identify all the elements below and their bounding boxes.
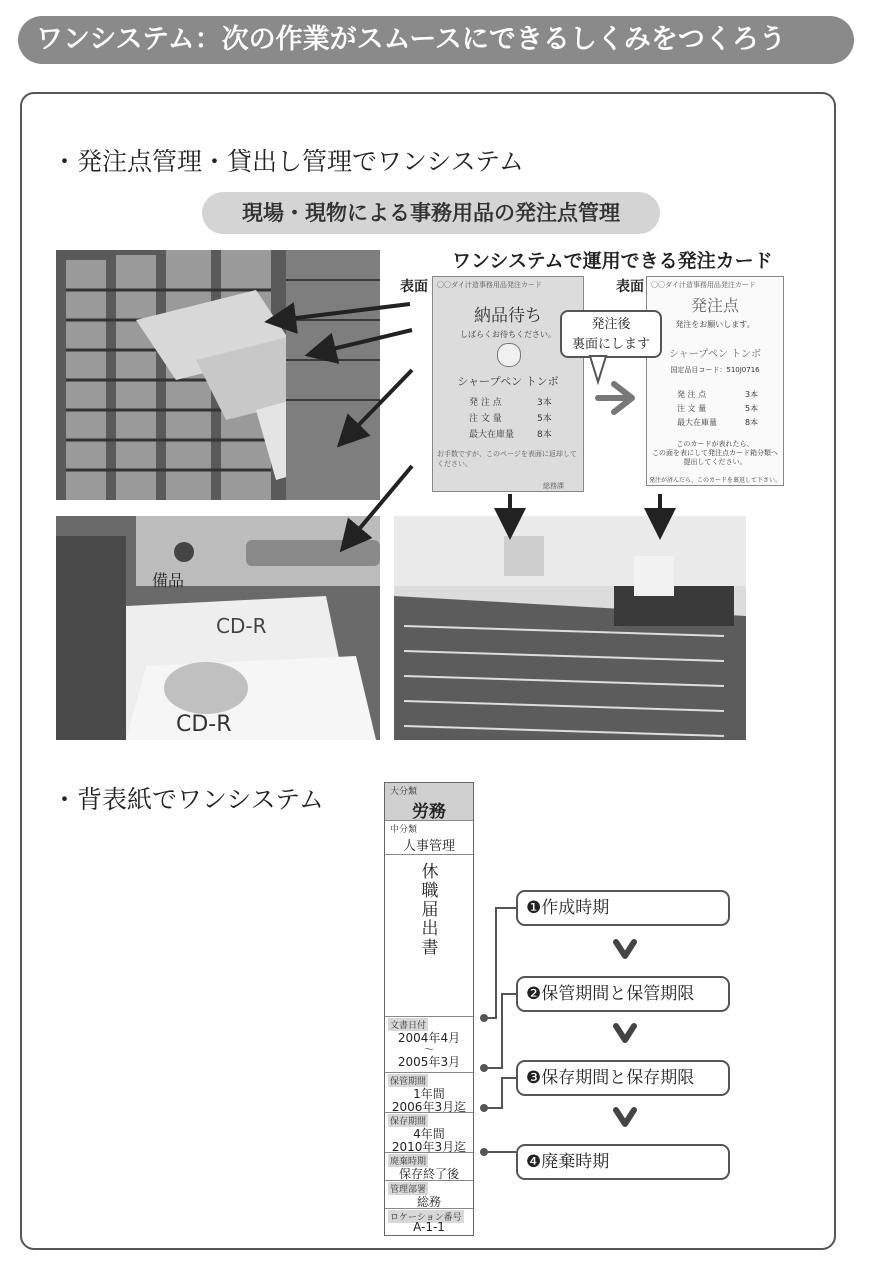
spine-title-text: 休職届出書 — [421, 862, 439, 958]
card-front-row-3-label: 最大在庫量 — [469, 430, 515, 440]
order-card-title: ワンシステムで運用できる発注カード — [452, 250, 773, 272]
spine-major-label: 大分類 — [390, 787, 418, 797]
card-front-note: お手数ですが、このページを表面に返却してください。 — [437, 450, 577, 468]
cd-r-text-2: CD-R — [176, 712, 232, 737]
card-back-row-3-label: 最大在庫量 — [677, 418, 717, 427]
card-back-code: 国定品目コード：510J0716 — [670, 366, 760, 374]
subtitle-pill: 現場・現物による事務用品の発注点管理 — [202, 192, 660, 234]
spine-date-from: 2004年4月 — [397, 1031, 461, 1045]
cd-label-text: 備品 — [152, 571, 185, 590]
front-label: 表面 — [400, 279, 428, 295]
card-front-row-1-label: 発 注 点 — [469, 398, 502, 408]
spine-location-label: ロケーション番号 — [388, 1210, 464, 1223]
spine-major-value: 労務 — [412, 802, 446, 822]
down-arrow-icon — [610, 934, 640, 964]
down-arrow-icon — [610, 1102, 640, 1132]
step-3: ❸保存期間と保存期限 — [516, 1060, 730, 1096]
card-back-note-3: 提出してください。 — [683, 458, 747, 466]
card-back-item: シャープペン トンボ — [668, 349, 762, 360]
spine-disposal-label: 廃棄時期 — [388, 1154, 428, 1167]
spine-date-tilde: 〜 — [424, 1045, 434, 1056]
spine-keep-label: 保管期間 — [388, 1074, 428, 1087]
step-2: ❷保管期間と保管期限 — [516, 976, 730, 1012]
speech-line-2: 裏面にします — [571, 337, 650, 352]
spine-dept-label: 管理部署 — [388, 1182, 428, 1195]
card-back-header: 〇〇ダイ汁造事務用品発注カード — [651, 281, 756, 289]
spine-store-until: 2010年3月迄 — [391, 1140, 467, 1154]
card-back-row-1-value: 3本 — [745, 390, 759, 399]
section-heading-order-point: ・発注点管理・貸出し管理でワンシステム — [52, 147, 524, 176]
card-front-row-3-value: 8本 — [537, 430, 552, 440]
card-front-item: シャープペン トンボ — [457, 375, 559, 388]
card-front-footer: 総務課 — [543, 482, 564, 490]
card-front-header: 〇〇ダイ汁造事務用品発注カード — [437, 281, 542, 289]
step-1: ❶作成時期 — [516, 890, 730, 926]
cd-r-text-1: CD-R — [216, 614, 267, 638]
card-back-footer: 発注が済んだら、このカードを裏返して下さい。 — [648, 477, 781, 484]
spine-location-value: A-1-1 — [413, 1220, 445, 1234]
spine-store-label: 保存期間 — [388, 1114, 428, 1127]
spine-date-label: 文書日付 — [388, 1018, 428, 1031]
card-back-title: 発注点 — [690, 296, 739, 315]
card-back-row-3-value: 8本 — [745, 418, 759, 427]
spine-store-period: 4年間 — [413, 1127, 445, 1141]
card-front-title: 納品待ち — [474, 306, 542, 326]
card-back-sub: 発注をお願いします。 — [675, 320, 755, 329]
spine-keep-period: 1年間 — [413, 1087, 445, 1101]
card-front-row-1-value: 3本 — [537, 398, 552, 408]
back-label: 表面 — [616, 279, 644, 295]
spine-middle-value: 人事管理 — [402, 839, 455, 854]
spine-date-to: 2005年3月 — [397, 1055, 461, 1069]
step-4: ❹廃棄時期 — [516, 1144, 730, 1180]
spine-keep-until: 2006年3月迄 — [391, 1100, 467, 1114]
card-back-note-2: この面を表にして発注点カード箱分類へ — [652, 449, 778, 457]
page-banner: ワンシステム：次の作業がスムースにできるしくみをつくろう — [18, 16, 854, 64]
card-back-row-1-label: 発 注 点 — [677, 390, 707, 399]
spine-disposal-value: 保存終了後 — [398, 1167, 459, 1181]
card-front-row-2-value: 5本 — [537, 414, 552, 424]
card-front-sub: しばらくお待ちください。 — [460, 330, 556, 339]
card-back-row-2-value: 5本 — [745, 404, 759, 413]
spine-middle-label: 中分類 — [390, 825, 418, 835]
down-arrow-icon — [610, 1018, 640, 1048]
speech-line-1: 発注後 — [591, 317, 631, 332]
card-back-row-2-label: 注 文 量 — [677, 404, 707, 413]
card-front-row-2-label: 注 文 量 — [469, 414, 502, 424]
card-back-note-1: このカードが表れたら、 — [676, 440, 754, 448]
section-heading-spine: ・背表紙でワンシステム — [52, 785, 324, 814]
spine-dept-value: 総務 — [416, 1195, 441, 1209]
